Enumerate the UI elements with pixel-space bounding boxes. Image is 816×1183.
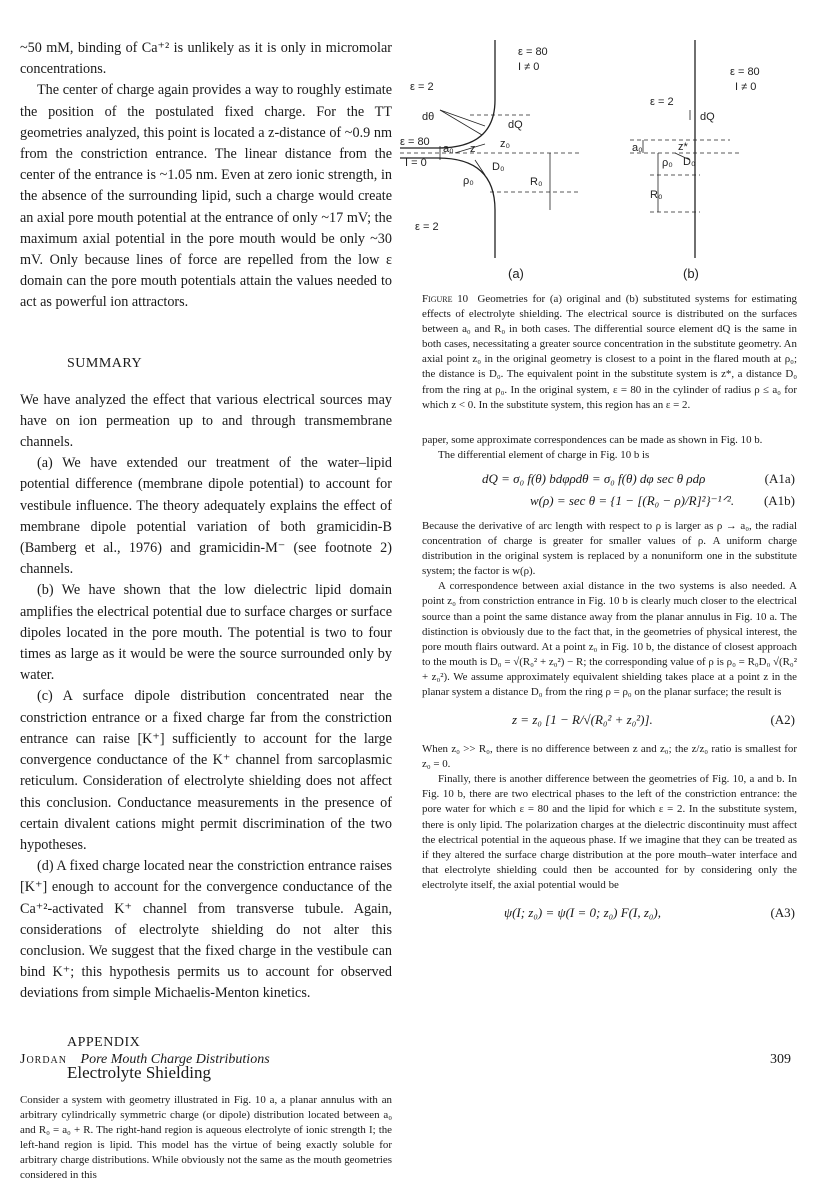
paragraph: The differential element of charge in Fig. 10 b is — [438, 448, 650, 461]
label-z: z — [470, 143, 476, 155]
label-eps2-a-lower: ε = 2 — [415, 221, 439, 233]
summary-item-b: (b) We have shown that the low dielectric lipid domain amplifies the electrical potential due to surface charges or surface dipoles located in the pore mouth. The potential is two to four times as large as it would be were the source surrounded only by water. — [20, 582, 392, 684]
summary-item-c: (c) A surface dipole distribution concentrated near the constriction entrance or a fixed charge far from the constriction entrance can raise [K⁺] sufficiently to account for the large convergence conductance of the K⁺ channel from sarcoplasmic reticulum. Consideration of electrolyte shielding does not affect this conclusion. Conductance measurements in the presence of certain divalent cations might permit discrimination of the two hypotheses. — [20, 688, 392, 853]
pore-wall-upper — [400, 40, 495, 148]
label-z0: z₀ — [500, 138, 511, 150]
label-d0-a: D₀ — [492, 161, 505, 173]
equation-a1b-body: w(ρ) = sec θ = {1 − [(R₀ − ρ)/R]²}⁻¹ᐟ². — [530, 492, 735, 508]
label-eps80-left: ε = 80 — [400, 136, 430, 148]
footer-author: Jordan — [20, 1052, 68, 1067]
paragraph: We have analyzed the effect that various electrical sources may have on ion permeation up to and through transmembrane channels. — [20, 391, 392, 451]
label-r0-b: R₀ — [650, 189, 663, 201]
label-a0-a: a₀ — [443, 143, 454, 155]
label-dq-a: dQ — [508, 119, 523, 131]
summary-item-d: (d) A fixed charge located near the constriction entrance raises [K⁺] enough to account for the convergence conductance of the Ca⁺²-activated K⁺ channel from transverse tubule. Again, considerations of electrolyte shielding do not alter this conclusion. We suggest that the fixed charge in the vestibule can bind K⁺; this hypothesis permits us to account for observed deviations from simple Michaelis-Menton kinetics. — [20, 858, 392, 1002]
figure-caption — [422, 292, 797, 413]
summary-item-a: (a) We have extended our treatment of the water–lipid potential difference (membrane dipole potential) to account for vestibule influence. The theory adequately explains the effect of membrane dipole potential variation of both gramicidin-B (Bamberg et al., 1976) and gramicidin-M⁻ (see footnote 2) channels. — [20, 455, 392, 578]
equation-a1a — [422, 469, 797, 491]
right-column — [422, 292, 797, 925]
paragraph: Because the derivative of arc length with respect to ρ is larger as ρ → a₀, the radial concentration of charge is greater for smaller values of ρ. A uniform charge distribution in the original system is replaced by a nonuniform one in the substitute system; the factor is w(ρ). — [422, 519, 797, 578]
label-r0-a: R₀ — [530, 176, 543, 188]
paragraph: paper, some approximate correspondences can be made as shown in Fig. 10 b. — [422, 433, 763, 446]
left-column — [20, 38, 392, 1183]
label-ineq-b: I ≠ 0 — [735, 81, 757, 93]
label-eps80-b: ε = 80 — [730, 66, 760, 78]
caption-text: Geometries for (a) original and (b) substituted systems for estimating effects of electrolyte shielding. The electrical source is distributed on the surfaces between a₀ and R₀ in both cases. The differential source element dQ is the same in both cases, necessitating a greater source concentration in the substitute geometry. An axial point z₀ in the original geometry is closest to a point in the flared mouth at ρ₀; the distance is D₀. The equivalent point in the substitute system is z*, a distance D₀ from the ring at ρ₀. In the original system, ε = 80 in the cylinder of radius ρ ≤ a₀ for which z < 0. In the substitute system, this region has an ε = 2. — [422, 293, 797, 411]
label-a: (a) — [508, 266, 524, 281]
equation-a3 — [422, 903, 797, 925]
running-footer — [20, 1052, 270, 1068]
label-ineq-a: I ≠ 0 — [518, 61, 540, 73]
label-dq-b: dQ — [700, 111, 715, 123]
equation-a1a-body: dQ = σ₀ f(θ) bdφρdθ = σ₀ f(θ) dφ sec θ ρdρ — [482, 470, 706, 486]
caption-label: Figure 10 — [422, 293, 469, 305]
equation-a3-body: ψ(I; z₀) = ψ(I = 0; z₀) F(I, z₀), — [504, 905, 661, 920]
label-a0-b: a₀ — [632, 142, 643, 154]
page-number: 309 — [770, 1052, 791, 1067]
equation-a1b-number: (A1b) — [763, 492, 795, 508]
label-ieq: I = 0 — [405, 157, 427, 169]
paragraph: Finally, there is another difference between the geometries of Fig. 10, a and b. In Fig. 10 b, there are two electrical phases to the left of the constriction entrance: the pore water for which ε = 80 and the lipid for which ε = 2. In the substitute system, there is only lipid. The polarization charges at the dielectric discontinuity must affect the electrical potential in the aqueous phase. If we imagine that they can be treated as if they altered the surface charge distribution at the pore mouth–water interface and that electrolyte shielding could then be accounted for by considering only the electrolyte itself, the axial potential would be — [422, 773, 797, 891]
paragraph: The center of charge again provides a way to roughly estimate the position of the postulated fixed charge. For the TT geometries analyzed, this point is located a z-distance of ~0.9 nm from the constriction entrance. The linear distance from the center of the entrance is ~1.05 nm. Even at zero ionic strength, in the absence of the surrounding lipid, such a charge would create an axial pore mouth potential at the entrance of only ~17 mV; the maximum axial potential in the pore mouth would be only ~30 mV. Only because lines of force are repelled from the low ε domain can the pore mouth potentials attain the values needed to act as powerful ion attractors. — [20, 82, 392, 311]
pore-wall-lower — [400, 158, 495, 258]
label-d0-b: D₀ — [683, 156, 696, 168]
paragraph: When z₀ >> R₀, there is no difference between z and z₀; the z/z₀ ratio is smallest for z₀ = 0. — [422, 743, 797, 771]
appendix-heading: APPENDIX — [67, 1034, 141, 1050]
label-eps80-a: ε = 80 — [518, 46, 548, 58]
appendix-paragraph: Consider a system with geometry illustrated in Fig. 10 a, a planar annulus with an arbitrary cylindrically symmetric charge (or dipole) distribution located between a₀ and R₀ = a₀ + R. The right-hand region is aqueous electrolyte of ionic strength I; the left-hand region is lipid. This model has the virtue of being exactly soluble for arbitrary charge distributions. While obviously not the same as the mouth geometries considered in this — [20, 1093, 392, 1181]
appendix-subheading: Electrolyte Shielding — [67, 1062, 211, 1082]
label-zstar: z* — [678, 141, 688, 153]
label-eps2-a: ε = 2 — [410, 81, 434, 93]
equation-a2-number: (A2) — [770, 712, 795, 728]
paragraph: A correspondence between axial distance in the two systems is also needed. A point z₀ from constriction entrance in Fig. 10 b is clearly much closer to the electrical source than a point the same distance away from the planar annulus in Fig. 10 a. The distinction is obviously due to the fact that, in the geometries of physical interest, the pore mouth flairs outward. At a point z₀ in Fig. 10 b, the distance of closest approach to the mouth is D₀ = √(R₀² + z₀²) − R; the corresponding value of ρ is ρ₀ = R₀D₀ √(R₀² + z₀²). We assume approximately equivalent shielding takes place at a point z in the planar system a distance D₀ from the ring ρ = ρ₀ on the planar surface; the result is — [422, 580, 797, 698]
figure-10 — [400, 40, 800, 290]
equation-a3-number: (A3) — [770, 905, 795, 920]
label-b: (b) — [683, 266, 699, 281]
label-eps2-b: ε = 2 — [650, 96, 674, 108]
footer-title: Pore Mouth Charge Distributions — [80, 1052, 270, 1067]
label-dtheta: dθ — [422, 111, 435, 123]
label-rho0-b: ρ₀ — [662, 157, 673, 169]
equation-a2 — [422, 710, 797, 732]
summary-heading: SUMMARY — [67, 355, 143, 371]
equation-a1b — [422, 491, 797, 513]
paragraph: ~50 mM, binding of Ca⁺² is unlikely as it is only in micromolar concentrations. — [20, 40, 392, 78]
equation-a1a-number: (A1a) — [764, 470, 795, 486]
equation-a2-body: z = z₀ [1 − R/√(R₀² + z₀²)]. — [512, 712, 653, 728]
label-rho0-a: ρ₀ — [463, 175, 474, 187]
